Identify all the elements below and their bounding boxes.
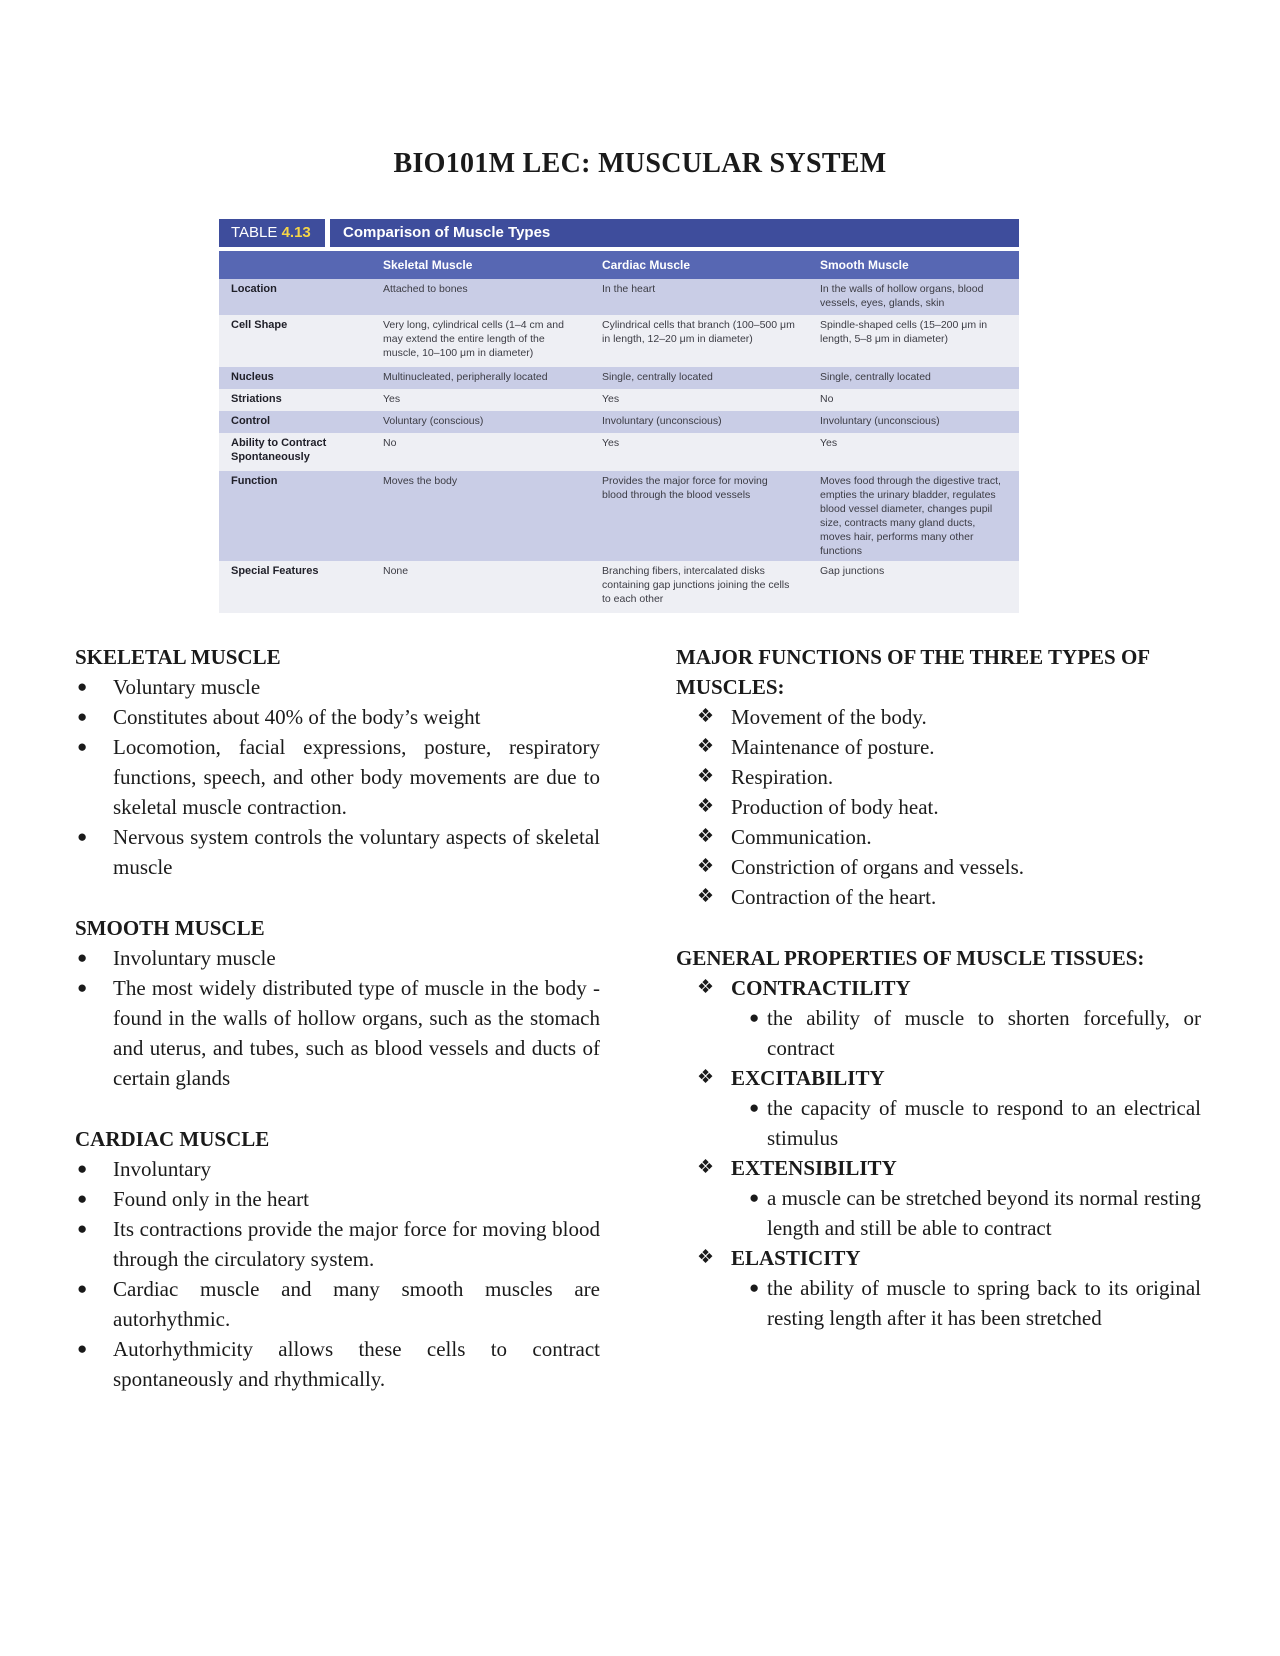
list-item-text: Its contractions provide the major force for moving blood through the circulatory system. (113, 1217, 600, 1271)
list-item-text: Communication. (731, 825, 872, 849)
list-item (75, 1334, 600, 1394)
table-cell: Yes (371, 389, 590, 411)
table-cell: Voluntary (conscious) (371, 411, 590, 433)
table-row (219, 561, 1019, 613)
major-functions-list (676, 702, 1201, 912)
table-cell: In the walls of hollow organs, blood vessels, eyes, glands, skin (808, 279, 1019, 315)
property-item (676, 1243, 1201, 1333)
property-name: CONTRACTILITY (731, 976, 911, 1000)
diamond-bullet-icon: ❖ (697, 766, 715, 787)
table-tag-label: TABLE (231, 224, 278, 241)
table-cell: Very long, cylindrical cells (1–4 cm and may extend the entire length of the muscle, 10–100 μm in diameter) (371, 315, 590, 367)
table-row (219, 411, 1019, 433)
row-label: Nucleus (219, 367, 371, 389)
table-cell: Cylindrical cells that branch (100–500 μm in length, 12–20 μm in diameter) (590, 315, 808, 367)
list-item-text: Contraction of the heart. (731, 885, 937, 909)
list-item (75, 822, 600, 882)
table-cell: Single, centrally located (590, 367, 808, 389)
list-item (711, 1273, 1201, 1333)
table-cell: Moves the body (371, 471, 590, 561)
list-item (711, 1093, 1201, 1153)
list-item (75, 1184, 600, 1214)
table-header-cell: Cardiac Muscle (590, 251, 808, 279)
table-tag (219, 219, 325, 247)
table-cell: Yes (590, 389, 808, 411)
table-row (219, 389, 1019, 411)
bullet-icon: ● (77, 737, 88, 756)
list-item-text: Involuntary (113, 1157, 211, 1181)
table-cell: Multinucleated, peripherally located (371, 367, 590, 389)
table-row (219, 433, 1019, 471)
list-item (75, 1274, 600, 1334)
table-header-cell (219, 251, 371, 279)
property-name: ELASTICITY (731, 1246, 861, 1270)
property-description: a muscle can be stretched beyond its normal resting length and still be able to contract (767, 1186, 1201, 1240)
right-column (676, 642, 1201, 1333)
table-row (219, 315, 1019, 367)
list-item (676, 852, 1201, 882)
bullet-icon: ● (749, 1008, 760, 1027)
bullet-icon: ● (77, 1159, 88, 1178)
diamond-bullet-icon: ❖ (697, 826, 715, 847)
muscle-comparison-table (219, 219, 1019, 613)
table-cell: Attached to bones (371, 279, 590, 315)
list-item-text: Constriction of organs and vessels. (731, 855, 1024, 879)
property-description: the ability of muscle to spring back to its original resting length after it has been stretched (767, 1276, 1201, 1330)
table-heading: Comparison of Muscle Types (330, 219, 1019, 247)
list-item-text: Autorhythmicity allows these cells to contract spontaneously and rhythmically. (113, 1337, 600, 1391)
cardiac-muscle-list (75, 1154, 600, 1394)
table-cell: None (371, 561, 590, 613)
page-title: BIO101M LEC: MUSCULAR SYSTEM (393, 148, 887, 179)
general-properties-heading: GENERAL PROPERTIES OF MUSCLE TISSUES: (676, 946, 1145, 970)
diamond-bullet-icon: ❖ (697, 977, 715, 998)
smooth-muscle-heading: SMOOTH MUSCLE (75, 916, 265, 940)
bullet-icon: ● (77, 1279, 88, 1298)
list-item-text: Involuntary muscle (113, 946, 276, 970)
table-cell: Spindle-shaped cells (15–200 μm in length, 5–8 μm in diameter) (808, 315, 1019, 367)
list-item-text: Nervous system controls the voluntary aspects of skeletal muscle (113, 825, 600, 879)
property-description-list (711, 1093, 1201, 1153)
comparison-table (219, 251, 1019, 613)
diamond-bullet-icon: ❖ (697, 736, 715, 757)
table-cell: Yes (808, 433, 1019, 471)
skeletal-muscle-list (75, 672, 600, 882)
general-properties-list (676, 973, 1201, 1333)
diamond-bullet-icon: ❖ (697, 856, 715, 877)
list-item-text: Voluntary muscle (113, 675, 261, 699)
table-cell: No (371, 433, 590, 471)
table-number: 4.13 (281, 224, 311, 241)
row-label: Function (219, 471, 371, 561)
bullet-icon: ● (77, 978, 88, 997)
property-description-list (711, 1273, 1201, 1333)
table-cell: No (808, 389, 1019, 411)
bullet-icon: ● (77, 827, 88, 846)
list-item (75, 672, 600, 702)
smooth-muscle-list (75, 943, 600, 1093)
bullet-icon: ● (77, 1219, 88, 1238)
bullet-icon: ● (77, 948, 88, 967)
diamond-bullet-icon: ❖ (697, 886, 715, 907)
row-label: Location (219, 279, 371, 315)
table-row (219, 471, 1019, 561)
diamond-bullet-icon: ❖ (697, 1067, 715, 1088)
property-name: EXTENSIBILITY (731, 1156, 897, 1180)
property-item (676, 1153, 1201, 1243)
diamond-bullet-icon: ❖ (697, 796, 715, 817)
table-cell: Single, centrally located (808, 367, 1019, 389)
list-item (676, 822, 1201, 852)
list-item (75, 732, 600, 822)
diamond-bullet-icon: ❖ (697, 706, 715, 727)
row-label: Ability to Contract Spontaneously (219, 433, 371, 471)
row-label: Control (219, 411, 371, 433)
list-item-text: Maintenance of posture. (731, 735, 935, 759)
property-description: the ability of muscle to shorten forcefully, or contract (767, 1006, 1201, 1060)
bullet-icon: ● (77, 1189, 88, 1208)
property-description: the capacity of muscle to respond to an electrical stimulus (767, 1096, 1201, 1150)
list-item (676, 792, 1201, 822)
table-row (219, 279, 1019, 315)
list-item (676, 882, 1201, 912)
table-cell: In the heart (590, 279, 808, 315)
list-item (711, 1183, 1201, 1243)
list-item (711, 1003, 1201, 1063)
cardiac-muscle-heading: CARDIAC MUSCLE (75, 1127, 270, 1151)
list-item (75, 702, 600, 732)
list-item-text: Constitutes about 40% of the body’s weight (113, 705, 481, 729)
list-item (75, 973, 600, 1093)
list-item (676, 702, 1201, 732)
bullet-icon: ● (77, 707, 88, 726)
table-cell: Involuntary (unconscious) (590, 411, 808, 433)
left-column (75, 642, 600, 1394)
diamond-bullet-icon: ❖ (697, 1247, 715, 1268)
table-header-cell: Skeletal Muscle (371, 251, 590, 279)
property-description-list (711, 1003, 1201, 1063)
list-item-text: Cardiac muscle and many smooth muscles are autorhythmic. (113, 1277, 600, 1331)
list-item-text: Found only in the heart (113, 1187, 309, 1211)
list-item-text: Movement of the body. (731, 705, 927, 729)
table-row (219, 367, 1019, 389)
list-item (75, 943, 600, 973)
list-item-text: Respiration. (731, 765, 834, 789)
bullet-icon: ● (77, 677, 88, 696)
skeletal-muscle-heading: SKELETAL MUSCLE (75, 645, 281, 669)
property-description-list (711, 1183, 1201, 1243)
list-item (75, 1214, 600, 1274)
table-cell: Gap junctions (808, 561, 1019, 613)
major-functions-heading: MAJOR FUNCTIONS OF THE THREE TYPES OF MUSCLES: (676, 645, 1150, 699)
table-header-row (219, 251, 1019, 279)
list-item-text: Locomotion, facial expressions, posture, respiratory functions, speech, and other body movements are due to skeletal muscle contraction. (113, 735, 600, 819)
property-item (676, 973, 1201, 1063)
list-item (676, 762, 1201, 792)
list-item-text: Production of body heat. (731, 795, 939, 819)
row-label: Cell Shape (219, 315, 371, 367)
table-cell: Provides the major force for moving blood through the blood vessels (590, 471, 808, 561)
bullet-icon: ● (749, 1188, 760, 1207)
row-label: Striations (219, 389, 371, 411)
table-cell: Involuntary (unconscious) (808, 411, 1019, 433)
bullet-icon: ● (749, 1098, 760, 1117)
table-caption (219, 219, 1019, 247)
property-name: EXCITABILITY (731, 1066, 885, 1090)
table-cell: Branching fibers, intercalated disks containing gap junctions joining the cells to each other (590, 561, 808, 613)
table-cell: Moves food through the digestive tract, empties the urinary bladder, regulates blood vessel diameter, changes pupil size, contracts many gland ducts, moves hair, performs many other functions (808, 471, 1019, 561)
table-cell: Yes (590, 433, 808, 471)
property-item (676, 1063, 1201, 1153)
list-item (676, 732, 1201, 762)
list-item-text: The most widely distributed type of muscle in the body - found in the walls of hollow organs, such as the stomach and uterus, and tubes, such as blood vessels and ducts of certain glands (113, 976, 600, 1090)
table-header-cell: Smooth Muscle (808, 251, 1019, 279)
bullet-icon: ● (77, 1339, 88, 1358)
diamond-bullet-icon: ❖ (697, 1157, 715, 1178)
row-label: Special Features (219, 561, 371, 613)
list-item (75, 1154, 600, 1184)
bullet-icon: ● (749, 1278, 760, 1297)
